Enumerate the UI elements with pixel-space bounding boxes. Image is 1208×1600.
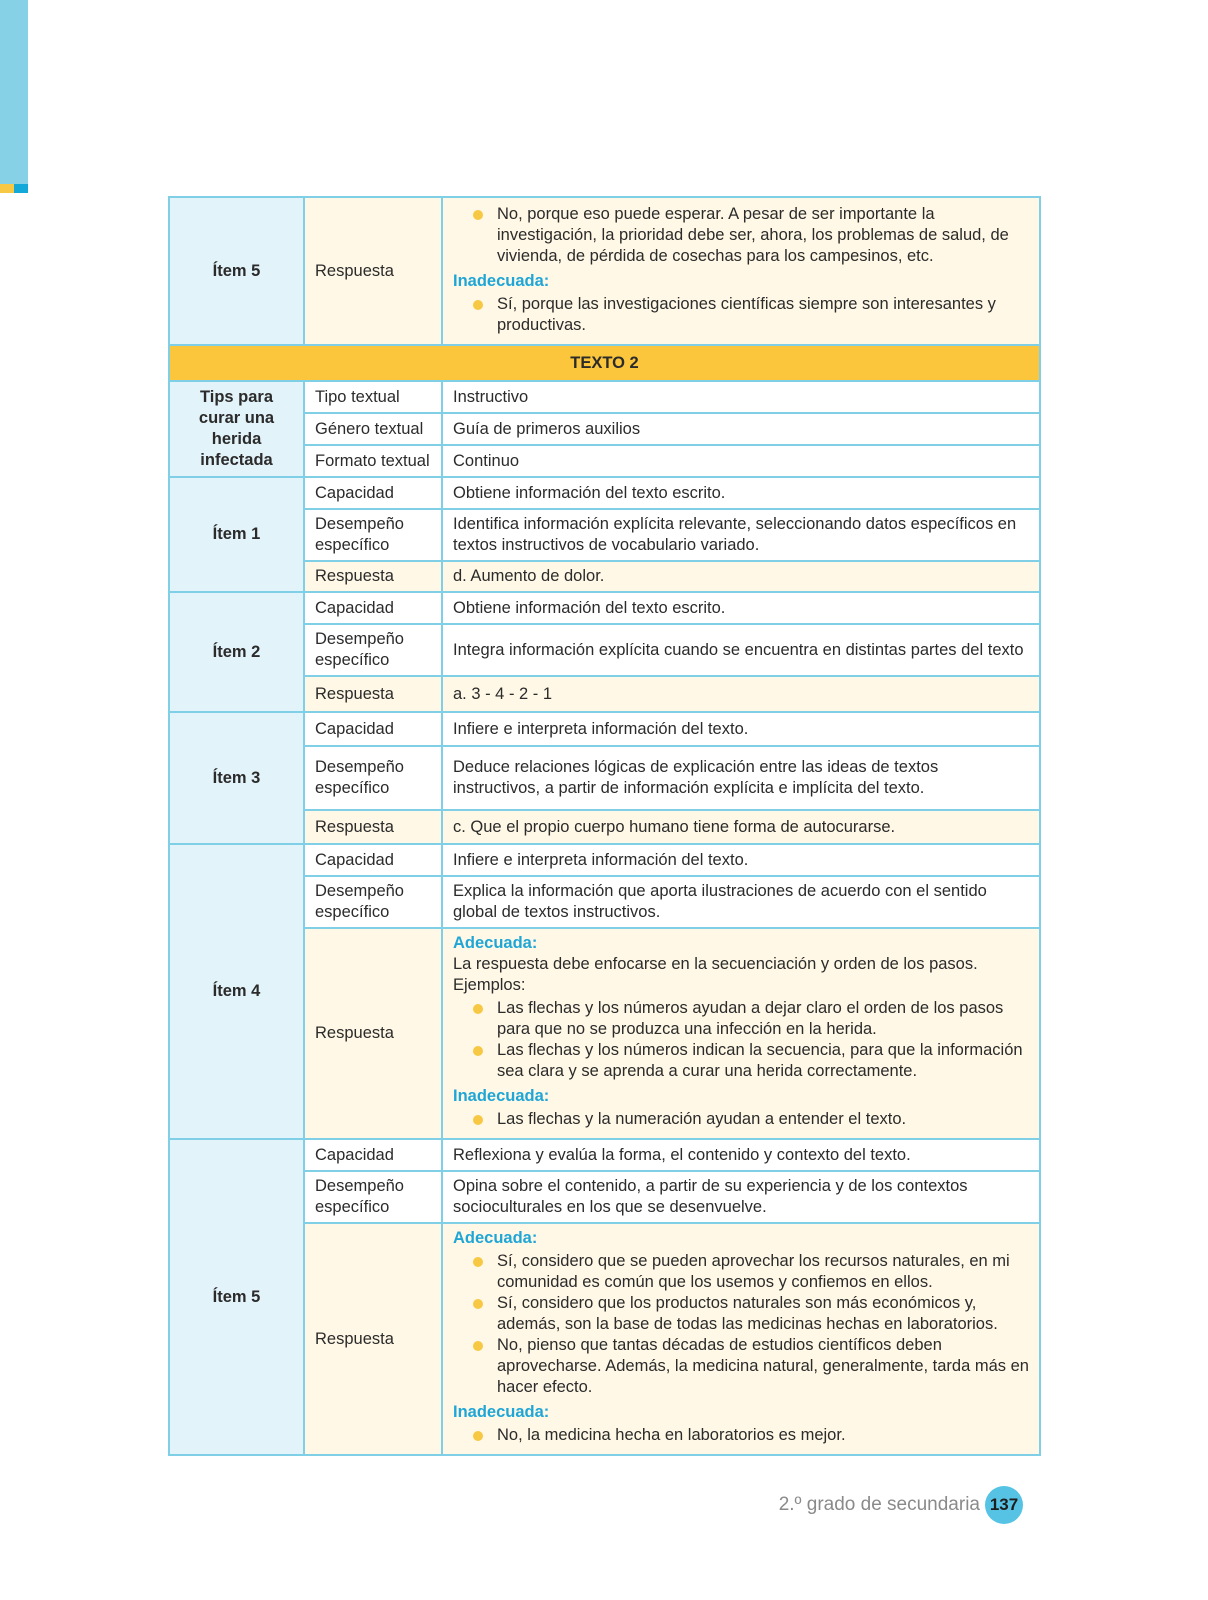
item-label: Ítem 1 [169,477,304,592]
adecuada-heading: Adecuada: [453,934,538,952]
list-item: Las flechas y la numeración ayudan a entender el texto. [453,1109,1029,1130]
respuesta-value [442,1223,1040,1455]
capacidad-label: Capacidad [304,477,442,509]
side-decoration-yellow [0,184,14,193]
row-value: Instructivo [442,381,1040,413]
respuesta-label: Respuesta [304,810,442,844]
row-value: Guía de primeros auxilios [442,413,1040,445]
item-label: Ítem 5 [169,1139,304,1455]
respuesta-value [442,928,1040,1139]
item-label: Ítem 2 [169,592,304,712]
capacidad-label: Capacidad [304,1139,442,1171]
evaluation-table [168,196,1039,1456]
list-item: Sí, considero que los productos naturales son más económicos y, además, son la base de todas las medicinas hechas en laboratorios. [453,1293,1029,1335]
respuesta-value [442,197,1040,345]
footer-grade: 2.º grado de secundaria [778,1494,980,1515]
list-item: Sí, considero que se pueden aprovechar los recursos naturales, en mi comunidad es común que los usemos y confiemos en ellos. [453,1251,1029,1293]
section-header: TEXTO 2 [169,345,1040,381]
respuesta-label: Respuesta [304,197,442,345]
desempeno-value: Identifica información explícita relevante, seleccionando datos específicos en textos instructivos de vocabulario variado. [442,509,1040,561]
respuesta-value: d. Aumento de dolor. [442,561,1040,592]
text-title: Tips para curar una herida infectada [169,381,304,477]
list-item: No, la medicina hecha en laboratorios es mejor. [453,1425,1029,1446]
list-item: No, porque eso puede esperar. A pesar de ser importante la investigación, la prioridad debe ser, ahora, los problemas de salud, de vivienda, de pérdida de cosechas para los campesinos, etc. [453,204,1029,267]
list-item: Las flechas y los números ayudan a dejar claro el orden de los pasos para que no se produzca una infección en la herida. [453,998,1029,1040]
capacidad-label: Capacidad [304,844,442,876]
capacidad-value: Obtiene información del texto escrito. [442,592,1040,624]
page-number: 137 [985,1486,1023,1524]
side-decoration-bar [0,0,28,184]
respuesta-value: c. Que el propio cuerpo humano tiene forma de autocurarse. [442,810,1040,844]
capacidad-value: Reflexiona y evalúa la forma, el contenido y contexto del texto. [442,1139,1040,1171]
desempeno-label: Desempeño específico [304,509,442,561]
item-label: Ítem 3 [169,712,304,844]
row-value: Continuo [442,445,1040,477]
capacidad-value: Infiere e interpreta información del texto. [442,844,1040,876]
capacidad-label: Capacidad [304,712,442,746]
inadecuada-heading: Inadecuada: [453,1403,550,1421]
capacidad-value: Infiere e interpreta información del texto. [442,712,1040,746]
adecuada-intro: La respuesta debe enfocarse en la secuenciación y orden de los pasos. Ejemplos: [453,955,978,994]
respuesta-label: Respuesta [304,1223,442,1455]
respuesta-label: Respuesta [304,676,442,712]
respuesta-label: Respuesta [304,561,442,592]
desempeno-label: Desempeño específico [304,746,442,810]
respuesta-value: a. 3 - 4 - 2 - 1 [442,676,1040,712]
desempeno-value: Opina sobre el contenido, a partir de su experiencia y de los contextos socioculturales en los que se desenvuelve. [442,1171,1040,1223]
inadecuada-heading: Inadecuada: [453,272,550,290]
desempeno-label: Desempeño específico [304,624,442,676]
desempeno-value: Integra información explícita cuando se encuentra en distintas partes del texto [442,624,1040,676]
list-item: Las flechas y los números indican la secuencia, para que la información sea clara y se aprenda a curar una herida correctamente. [453,1040,1029,1082]
desempeno-value: Deduce relaciones lógicas de explicación entre las ideas de textos instructivos, a partir de información explícita e implícita del texto. [442,746,1040,810]
respuesta-label: Respuesta [304,928,442,1139]
list-item: No, pienso que tantas décadas de estudios científicos deben aprovecharse. Además, la medicina natural, generalmente, tarda más en hacer efecto. [453,1335,1029,1398]
adecuada-heading: Adecuada: [453,1229,538,1247]
list-item: Sí, porque las investigaciones científicas siempre son interesantes y productivas. [453,294,1029,336]
item-label: Ítem 4 [169,844,304,1139]
desempeno-value: Explica la información que aporta ilustraciones de acuerdo con el sentido global de textos instructivos. [442,876,1040,928]
capacidad-label: Capacidad [304,592,442,624]
item-label: Ítem 5 [169,197,304,345]
row-label: Género textual [304,413,442,445]
inadecuada-heading: Inadecuada: [453,1087,550,1105]
row-label: Tipo textual [304,381,442,413]
desempeno-label: Desempeño específico [304,876,442,928]
capacidad-value: Obtiene información del texto escrito. [442,477,1040,509]
row-label: Formato textual [304,445,442,477]
side-decoration-blue [14,184,28,193]
desempeno-label: Desempeño específico [304,1171,442,1223]
